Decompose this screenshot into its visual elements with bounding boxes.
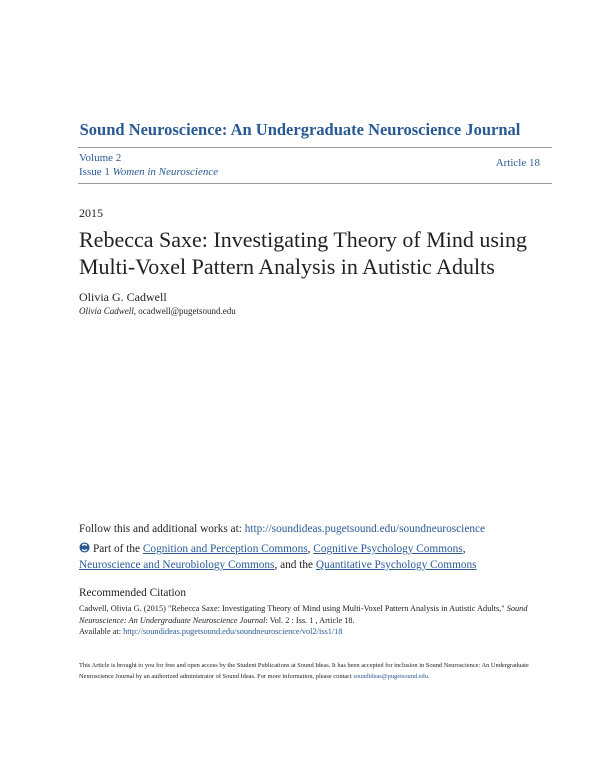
author-affil-name: Olivia Cadwell xyxy=(79,306,134,316)
journal-title-link[interactable]: Sound Neuroscience: An Undergraduate Neuroscience Journal xyxy=(79,120,521,139)
part-of-sep-1: , xyxy=(307,543,314,555)
part-of-line xyxy=(79,541,559,573)
publication-year: 2015 xyxy=(79,206,103,220)
follow-line xyxy=(79,523,485,535)
issue-theme-link[interactable]: Women in Neuroscience xyxy=(112,166,219,178)
footer-text: This Article is brought to you for free and open access by the Student Publications at Sound Ideas. It has been accepted for inclusion in Sound Neuroscience: An Undergraduate Neuroscience Journal by an authorized administrator of Sound Ideas. For more information, please contact xyxy=(79,662,529,680)
follow-url-link[interactable]: http://soundideas.pugetsound.edu/soundneuroscience xyxy=(244,523,486,535)
volume-link[interactable]: Volume 2 xyxy=(79,152,122,164)
cognitive-psychology-commons-link[interactable]: Cognitive Psychology Commons xyxy=(313,543,463,555)
footer-end: . xyxy=(427,673,430,680)
footer-notice xyxy=(79,660,551,682)
citation-text xyxy=(79,603,551,638)
quantitative-psychology-commons-link[interactable]: Quantitative Psychology Commons xyxy=(315,559,477,571)
available-url-link[interactable]: http://soundideas.pugetsound.edu/soundneuroscience/vol2/iss1/18 xyxy=(123,627,343,636)
citation-main: Cadwell, Olivia G. (2015) "Rebecca Saxe: Investigating Theory of Mind using Multi-Voxel Pattern Analysis in Autistic Adults," xyxy=(79,604,507,613)
issue-line xyxy=(79,166,218,178)
contact-email-link[interactable]: soundideas@pugetsound.edu xyxy=(353,673,428,680)
commons-network-icon xyxy=(79,542,90,553)
citation-volume: : Vol. 2 : Iss. 1 , Article 18. xyxy=(265,615,355,625)
bottom-rule xyxy=(78,183,552,184)
part-of-prefix: Part of the xyxy=(93,543,143,555)
author-name: Olivia G. Cadwell xyxy=(79,290,167,304)
author-affiliation xyxy=(79,306,236,316)
citation-journal: Sound Neuroscience: An Undergraduate Neuroscience Journal xyxy=(79,604,528,625)
neuroscience-neurobiology-commons-link[interactable]: Neuroscience and Neurobiology Commons xyxy=(79,559,275,571)
top-rule xyxy=(78,147,552,148)
recommended-citation-heading: Recommended Citation xyxy=(79,587,186,599)
paper-title: Rebecca Saxe: Investigating Theory of Mind using Multi-Voxel Pattern Analysis in Autistic Adults xyxy=(79,227,528,279)
issue-link[interactable]: Issue 1 xyxy=(79,166,110,178)
author-email: , ocadwell@pugetsound.edu xyxy=(133,306,236,316)
follow-label: Follow this and additional works at: xyxy=(79,523,245,535)
cognition-perception-commons-link[interactable]: Cognition and Perception Commons xyxy=(142,543,308,555)
article-link[interactable]: Article 18 xyxy=(495,157,540,169)
part-of-sep-3: , and the xyxy=(274,559,316,571)
part-of-sep-2: , xyxy=(462,543,466,555)
available-label: Available at: xyxy=(79,627,124,636)
